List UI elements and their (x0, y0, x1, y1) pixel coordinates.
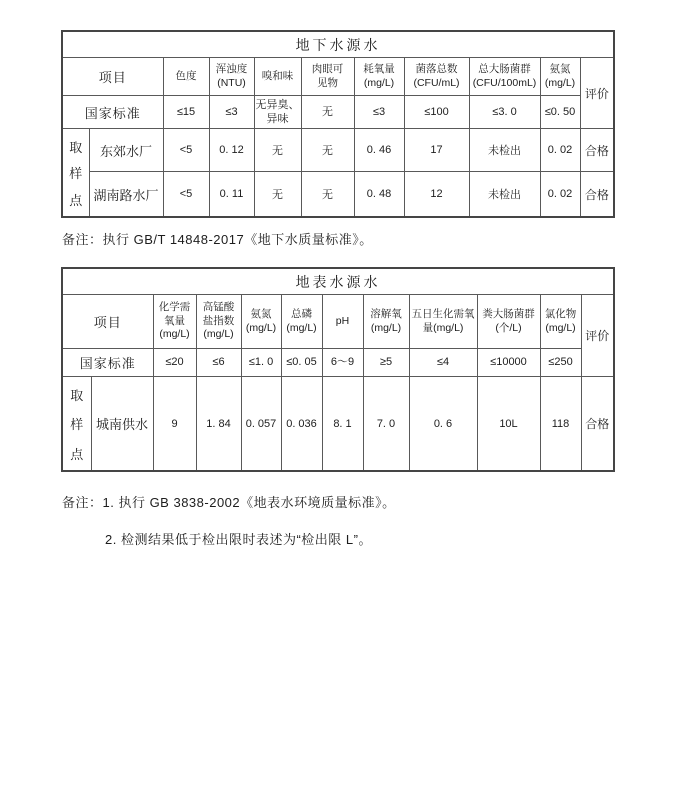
standard-value: ≤15 (163, 96, 209, 129)
standard-value: ≤1. 0 (241, 349, 281, 377)
data-cell: 0. 02 (540, 129, 580, 172)
groundwater-table (61, 30, 615, 218)
data-cell: 10L (477, 377, 540, 472)
data-cell: 无 (254, 172, 301, 218)
column-header-odor: 嗅和味 (254, 58, 301, 96)
evaluation-header-cell: 评价 (581, 295, 614, 377)
data-cell: 9 (153, 377, 196, 472)
remark-surface-water-1: 备注：1. 执行 GB 3838-2002《地表水环境质量标准》。 (62, 495, 396, 510)
surface-water-table (61, 267, 615, 472)
standard-value: ≤4 (409, 349, 477, 377)
column-header-bod5: 五日生化需氧 量(mg/L) (409, 295, 477, 349)
remark-surface-water-2: 2. 检测结果低于检出限时表述为“检出限 L”。 (105, 532, 372, 547)
column-header-dissolved-oxygen: 溶解氧 (mg/L) (363, 295, 409, 349)
standard-value: ≤20 (153, 349, 196, 377)
table-title: 地表水源水 (62, 268, 614, 295)
data-cell: 118 (540, 377, 581, 472)
data-cell: 12 (404, 172, 469, 218)
table-row (62, 172, 614, 218)
column-header-coliform: 总大肠菌群 (CFU/100mL) (469, 58, 540, 96)
site-name-cell: 湖南路水厂 (89, 172, 163, 218)
standard-value: ≤0. 50 (540, 96, 580, 129)
standard-value: ≤10000 (477, 349, 540, 377)
sampling-point-label: 取 样 点 (62, 377, 91, 472)
remark-groundwater: 备注：执行 GB/T 14848-2017《地下水质量标准》。 (62, 232, 373, 247)
standard-value: ≤3 (209, 96, 254, 129)
column-header-turbidity: 浑浊度 (NTU) (209, 58, 254, 96)
item-label-cell: 项目 (62, 58, 163, 96)
table-row (62, 377, 614, 472)
data-cell: 0. 48 (354, 172, 404, 218)
data-cell: 17 (404, 129, 469, 172)
sampling-point-label: 取 样 点 (62, 129, 89, 218)
column-header-oxygen-consumption: 耗氧量 (mg/L) (354, 58, 404, 96)
standard-value: 6～9 (322, 349, 363, 377)
data-cell: 0. 11 (209, 172, 254, 218)
data-cell: 0. 6 (409, 377, 477, 472)
evaluation-cell: 合格 (581, 377, 614, 472)
evaluation-header-cell: 评价 (580, 58, 614, 129)
data-cell: 未检出 (469, 129, 540, 172)
standard-value: ≤3. 0 (469, 96, 540, 129)
column-header-ph: pH (322, 295, 363, 349)
column-header-visible-matter: 肉眼可 见物 (301, 58, 354, 96)
table-row (62, 129, 614, 172)
column-header-fecal-coliform: 粪大肠菌群 (个/L) (477, 295, 540, 349)
standard-value: ≤6 (196, 349, 241, 377)
data-cell: 1. 84 (196, 377, 241, 472)
site-name-cell: 城南供水 (91, 377, 153, 472)
column-header-color: 色度 (163, 58, 209, 96)
column-header-ammonia: 氨氮 (mg/L) (241, 295, 281, 349)
standard-value: 无异臭、异味 (254, 96, 301, 129)
national-standard-label: 国家标准 (62, 96, 163, 129)
table-title: 地下水源水 (62, 31, 614, 58)
standard-value: ≥5 (363, 349, 409, 377)
column-header-cod: 化学需 氧量 (mg/L) (153, 295, 196, 349)
evaluation-cell: 合格 (580, 129, 614, 172)
column-header-permanganate: 高锰酸 盐指数 (mg/L) (196, 295, 241, 349)
standard-value: 无 (301, 96, 354, 129)
evaluation-cell: 合格 (580, 172, 614, 218)
data-cell: 无 (301, 172, 354, 218)
column-header-phosphorus: 总磷 (mg/L) (281, 295, 322, 349)
data-cell: <5 (163, 172, 209, 218)
site-name-cell: 东郊水厂 (89, 129, 163, 172)
data-cell: 无 (254, 129, 301, 172)
data-cell: 0. 02 (540, 172, 580, 218)
national-standard-label: 国家标准 (62, 349, 153, 377)
data-cell: 无 (301, 129, 354, 172)
data-cell: <5 (163, 129, 209, 172)
standard-value: ≤100 (404, 96, 469, 129)
standard-value: ≤3 (354, 96, 404, 129)
column-header-ammonia: 氨氮 (mg/L) (540, 58, 580, 96)
data-cell: 未检出 (469, 172, 540, 218)
column-header-colony-count: 菌落总数 (CFU/mL) (404, 58, 469, 96)
data-cell: 8. 1 (322, 377, 363, 472)
standard-value: ≤250 (540, 349, 581, 377)
standard-value: ≤0. 05 (281, 349, 322, 377)
column-header-chloride: 氯化物 (mg/L) (540, 295, 581, 349)
data-cell: 0. 12 (209, 129, 254, 172)
data-cell: 0. 46 (354, 129, 404, 172)
item-label-cell: 项目 (62, 295, 153, 349)
data-cell: 0. 036 (281, 377, 322, 472)
data-cell: 7. 0 (363, 377, 409, 472)
data-cell: 0. 057 (241, 377, 281, 472)
